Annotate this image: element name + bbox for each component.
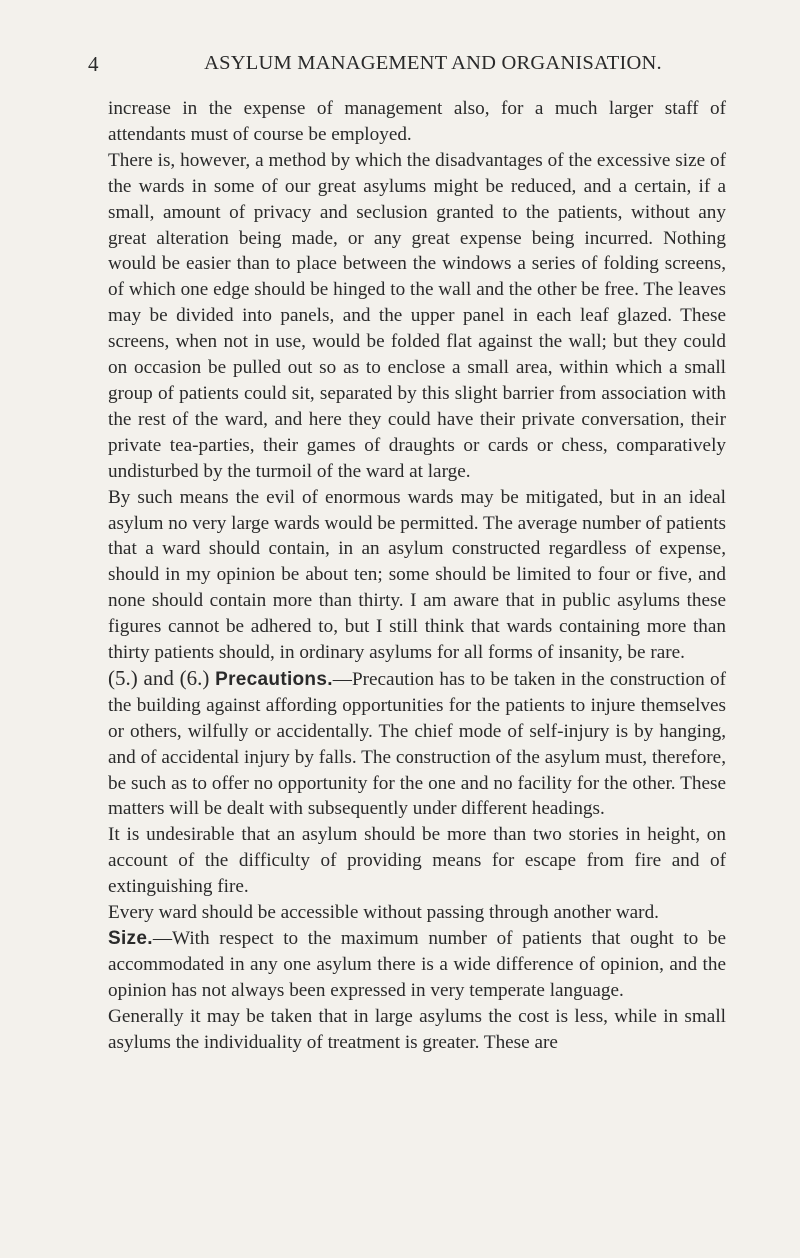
paragraph-precautions-text: —Precaution has to be taken in the construction of the building against affording opportunities for the patients to injure themselves or others, wilfully or accidentally. The chief mode of self-injury is by hanging, and of accidental injury by falls. The construction of the asylum must, therefore, be such as to offer no opportunity for the one and no facility for the other. These matters will be dealt with subsequently under different headings. bbox=[108, 668, 726, 820]
page-number: 4 bbox=[88, 52, 99, 76]
paragraph-accessible-ward: Every ward should be accessible without passing through another ward. bbox=[108, 902, 659, 924]
paragraph-size-text: —With respect to the maximum number of patients that ought to be accommodated in any one asylum there is a wide difference of opinion, and the opinion has not always been expressed in very temperate language. bbox=[108, 928, 726, 1001]
paragraph-stories: It is undesirable that an asylum should be more than two stories in height, on account of the difficulty of providing means for escape from fire and of extinguishing fire. bbox=[108, 824, 726, 898]
paragraph-size bbox=[108, 926, 726, 1004]
running-head bbox=[88, 52, 726, 82]
section-heading-precautions: Precautions. bbox=[215, 668, 333, 690]
paragraph-precautions bbox=[108, 666, 726, 822]
running-title: ASYLUM MANAGEMENT AND ORGANISATION. bbox=[204, 52, 662, 74]
paragraph-continuation: increase in the expense of management also, for a much larger staff of attendants must of course be employed. bbox=[108, 98, 726, 145]
section-heading-size: Size. bbox=[108, 928, 153, 949]
paragraph-cost: Generally it may be taken that in large asylums the cost is less, while in small asylums the individuality of treatment is greater. These are bbox=[108, 1005, 726, 1053]
section-numbers: (5.) and (6.) bbox=[108, 665, 216, 690]
paragraph-ward-size: By such means the evil of enormous wards may be mitigated, but in an ideal asylum no very large wards would be permitted. The average number of patients that a ward should contain, in an asylum constructed regardless of expense, should in my opinion be about ten; some should be limited to four or five, and none should contain more than thirty. I am aware that in public asylums these figures cannot be adhered to, but I still think that wards containing more than thirty patients should, in ordinary asylums for all forms of insanity, be rare. bbox=[108, 486, 726, 664]
body-text bbox=[108, 96, 726, 1056]
paragraph-folding-screens: There is, however, a method by which the disadvantages of the excessive size of the wards in some of our great asylums might be reduced, and a certain, if a small, amount of privacy and seclusion granted to the patients, without any great alteration being made, or any great expense being incurred. Nothing would be easier than to place between the windows a series of folding screens, of which one edge should be hinged to the wall and the other be free. The leaves may be divided into panels, and the upper panel in each leaf glazed. These screens, when not in use, would be folded flat against the wall; but they could on occasion be pulled out so as to enclose a small area, within which a small group of patients could sit, separated by this slight barrier from association with the rest of the ward, and here they could have their private conversation, their private tea-parties, their games of draughts or cards or chess, comparatively undisturbed by the turmoil of the ward at large. bbox=[108, 149, 726, 482]
